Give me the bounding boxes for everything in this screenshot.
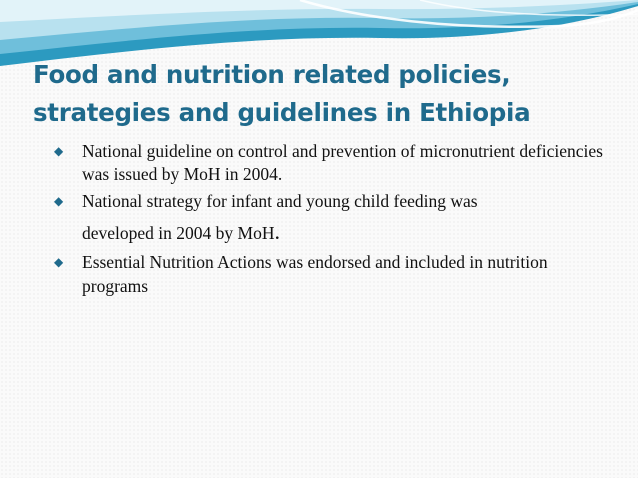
list-item [54,189,614,245]
bullet-text: Essential Nutrition Actions was endorsed and included in nutrition programs [82,252,548,296]
diamond-bullet-icon: ◆ [54,194,64,208]
bullet-list [54,140,614,298]
diamond-bullet-icon: ◆ [54,144,64,158]
bullet-text: National guideline on control and prevention of micronutrient deficiencies was issued by MoH in 2004. [82,141,603,184]
list-item [54,140,614,186]
slide-title-line-2: strategies and guidelines in Ethiopia [33,98,531,127]
slide-title-line-1: Food and nutrition related policies, [33,60,511,89]
bullet-text-line-1: National strategy for infant and young child feeding was [82,191,478,211]
list-item [54,250,614,298]
bullet-text-line-2: developed in 2004 by MoH [82,223,275,243]
diamond-bullet-icon: ◆ [54,255,64,269]
bullet-text-period: . [274,219,280,244]
slide-title [33,56,623,132]
bullet-text-line-2-wrap [82,221,614,245]
